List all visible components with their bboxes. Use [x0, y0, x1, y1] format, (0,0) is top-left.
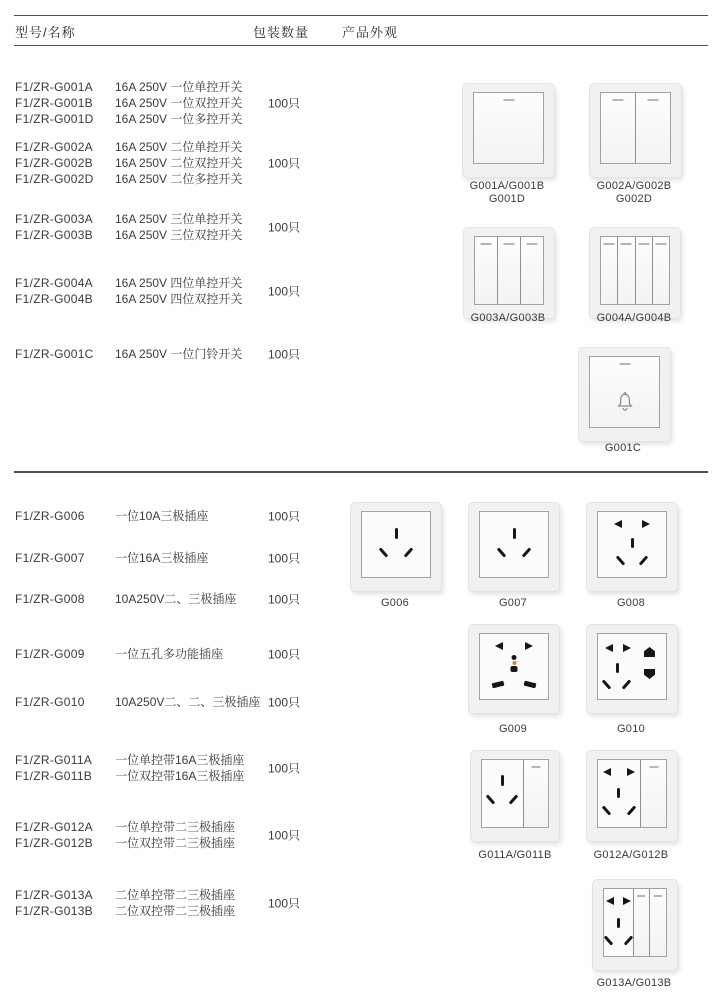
header-top-rule [14, 15, 708, 16]
table-row [15, 591, 360, 607]
product-description: 10A250V二、二、三极插座 [115, 695, 261, 709]
product-image-g002-switch [589, 83, 682, 178]
table-row [15, 139, 360, 187]
product-caption: G006 [380, 597, 410, 609]
package-quantity: 100只 [268, 509, 301, 524]
product-caption: G007 [498, 597, 528, 609]
product-caption: G004A/G004B [596, 312, 672, 324]
column-header-appearance: 产品外观 [342, 25, 399, 40]
product-description: 16A 250V 一位单控开关 [115, 80, 243, 94]
product-caption: G010 [616, 723, 646, 735]
model-code: F1/ZR-G003A [15, 212, 93, 226]
product-description: 16A 250V 二位双控开关 [115, 156, 243, 170]
model-code: F1/ZR-G013B [15, 904, 93, 918]
table-row [15, 694, 360, 710]
product-description: 二位单控带二三极插座 [115, 888, 236, 902]
product-image-g001c-doorbell-switch [578, 347, 671, 442]
model-code: F1/ZR-G013A [15, 888, 93, 902]
product-image-g010-socket [586, 624, 678, 714]
model-code: F1/ZR-G012A [15, 820, 93, 834]
model-code: F1/ZR-G002D [15, 172, 94, 186]
product-caption: G008 [616, 597, 646, 609]
product-description: 16A 250V 二位单控开关 [115, 140, 243, 154]
product-image-g013-socket-switch [592, 879, 678, 971]
product-image-g012-socket-switch [586, 750, 678, 842]
product-image-g007-socket [468, 502, 560, 592]
product-description: 一位单控带16A三极插座 [115, 753, 245, 767]
table-row [15, 211, 360, 243]
table-row [15, 646, 360, 662]
product-description: 一位16A三极插座 [115, 551, 209, 565]
package-quantity: 100只 [268, 156, 301, 171]
product-description: 一位五孔多功能插座 [115, 647, 224, 661]
package-quantity: 100只 [268, 695, 301, 710]
product-caption: G009 [498, 723, 528, 735]
package-quantity: 100只 [268, 761, 301, 776]
model-code: F1/ZR-G012B [15, 836, 93, 850]
model-code: F1/ZR-G007 [15, 551, 85, 565]
model-code: F1/ZR-G004A [15, 276, 93, 290]
product-image-g009-socket [468, 624, 560, 714]
package-quantity: 100只 [268, 592, 301, 607]
product-description: 10A250V二、三极插座 [115, 592, 237, 606]
product-caption: G003A/G003B [470, 312, 546, 324]
product-caption: G001C [604, 442, 642, 454]
product-caption: G002A/G002B G002D [596, 180, 672, 205]
product-caption: G011A/G011B [478, 849, 552, 861]
model-code: F1/ZR-G006 [15, 509, 85, 523]
bell-icon [615, 391, 635, 413]
product-description: 16A 250V 一位双控开关 [115, 96, 243, 110]
package-quantity: 100只 [268, 647, 301, 662]
table-row [15, 346, 360, 362]
table-row [15, 887, 360, 919]
product-description: 16A 250V 三位单控开关 [115, 212, 243, 226]
product-caption: G001A/G001B G001D [469, 180, 545, 205]
package-quantity: 100只 [268, 551, 301, 566]
model-code: F1/ZR-G001D [15, 112, 94, 126]
header-bottom-rule [14, 45, 708, 46]
model-code: F1/ZR-G004B [15, 292, 93, 306]
product-description: 16A 250V 一位多控开关 [115, 112, 243, 126]
model-code: F1/ZR-G002B [15, 156, 93, 170]
package-quantity: 100只 [268, 896, 301, 911]
package-quantity: 100只 [268, 284, 301, 299]
product-description: 16A 250V 四位双控开关 [115, 292, 243, 306]
product-description: 16A 250V 二位多控开关 [115, 172, 243, 186]
table-row [15, 79, 360, 127]
product-image-g003-switch [463, 227, 555, 319]
product-caption: G013A/G013B [596, 977, 672, 989]
product-description: 16A 250V 三位双控开关 [115, 228, 243, 242]
model-code: F1/ZR-G003B [15, 228, 93, 242]
model-code: F1/ZR-G008 [15, 592, 85, 606]
package-quantity: 100只 [268, 828, 301, 843]
package-quantity: 100只 [268, 96, 301, 111]
product-image-g004-switch [589, 227, 681, 319]
model-code: F1/ZR-G009 [15, 647, 85, 661]
product-image-g011-socket-switch [470, 750, 560, 842]
table-row [15, 819, 360, 851]
table-row [15, 275, 360, 307]
model-code: F1/ZR-G011A [15, 753, 93, 767]
model-code: F1/ZR-G010 [15, 695, 85, 709]
column-header-quantity: 包装数量 [253, 25, 310, 40]
model-code: F1/ZR-G011B [15, 769, 93, 783]
product-description: 一位双控带二三极插座 [115, 836, 236, 850]
model-code: F1/ZR-G002A [15, 140, 93, 154]
model-code: F1/ZR-G001B [15, 96, 93, 110]
product-image-g001-switch [462, 83, 555, 178]
package-quantity: 100只 [268, 220, 301, 235]
table-row [15, 752, 360, 784]
product-description: 16A 250V 一位门铃开关 [115, 347, 243, 361]
product-image-g008-socket [586, 502, 678, 592]
product-caption: G012A/G012B [593, 849, 669, 861]
model-code: F1/ZR-G001C [15, 347, 94, 361]
product-description: 一位10A三极插座 [115, 509, 209, 523]
product-description: 16A 250V 四位单控开关 [115, 276, 243, 290]
product-description: 二位双控带二三极插座 [115, 904, 236, 918]
product-image-g006-socket [350, 502, 442, 592]
product-description: 一位双控带16A三极插座 [115, 769, 245, 783]
table-row [15, 550, 360, 566]
table-row [15, 508, 360, 524]
model-code: F1/ZR-G001A [15, 80, 93, 94]
package-quantity: 100只 [268, 347, 301, 362]
column-header-model: 型号/名称 [15, 25, 76, 40]
section-divider-rule [14, 471, 708, 473]
product-description: 一位单控带二三极插座 [115, 820, 236, 834]
